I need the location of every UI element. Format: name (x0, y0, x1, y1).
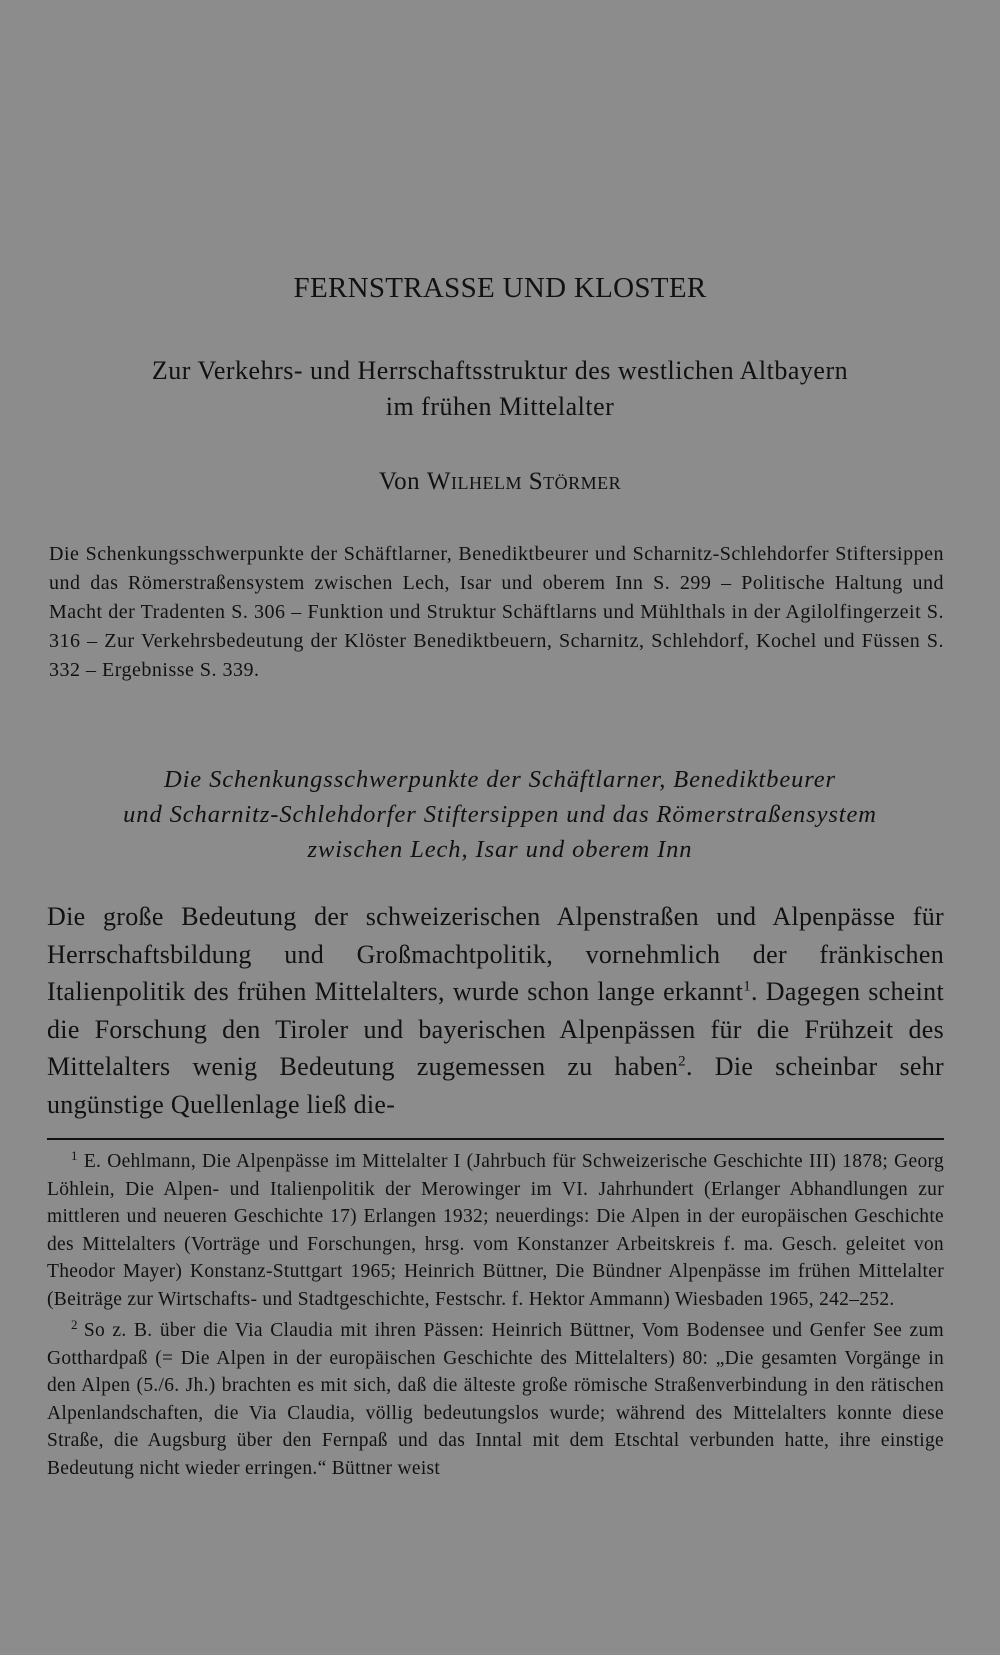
section-heading-line-3: zwischen Lech, Isar und oberem Inn (307, 836, 693, 863)
abstract-paragraph: Die Schenkungsschwerpunkte der Schäftlarner, Benediktbeurer und Scharnitz-Schlehdorfer Stiftersippen und das Römerstraßensystem zwischen Lech, Isar und oberem Inn S. 299 – Politische Haltung und Macht der Tradenten S. 306 – Funktion und Struktur Schäftlarns und Mühlthals in der Agilolfingerzeit S. 316 – Zur Verkehrsbedeutung der Klöster Benediktbeuern, Scharnitz, Schlehdorf, Kochel und Füssen S. 332 – Ergebnisse S. 339. (49, 543, 944, 681)
footnote-reference-2: 2 (678, 1053, 686, 1070)
subtitle-line-1: Zur Verkehrs- und Herrschaftsstruktur des westlichen Altbayern (151, 356, 849, 385)
footnote-1-mark: 1 (71, 1147, 78, 1163)
footnote-reference-1: 1 (743, 978, 752, 995)
body-text-part-3: . Die scheinbar sehr ungünstige Quellenlage ließ die- (47, 1052, 944, 1119)
section-heading-line-2: und Scharnitz-Schlehdorfer Stiftersippen und das Römerstraßensystem (123, 801, 877, 828)
article-subtitle (80, 353, 920, 425)
footnote-1-text: E. Oehlmann, Die Alpenpässe im Mittelalter I (Jahrbuch für Schweizerische Geschichte III) 1878; Georg Löhlein, Die Alpen- und Italienpolitik der Merowinger im VI. Jahrhundert (Erlanger Abhandlungen zur mittleren und neueren Geschichte 17) Erlangen 1932; neuerdings: Die Alpen in der europäischen Geschichte des Mittelalters (Vorträge und Forschungen, hrsg. vom Konstanzer Arbeitskreis f. ma. Gesch. geleitet von Theodor Mayer) Konstanz-Stuttgart 1965; Heinrich Büttner, Die Bündner Alpenpässe im frühen Mittelalter (Beiträge zur Wirtschafts- und Stadtgeschichte, Festschr. f. Hektor Ammann) Wiesbaden 1965, 242–252. (47, 1151, 944, 1310)
body-text-part-2: . Dagegen scheint die Forschung den Tiroler und bayerischen Alpenpässen für die Frühzeit des Mittelalters wenig Bedeutung zugemessen zu haben (47, 977, 944, 1081)
footnote-1 (47, 1148, 944, 1313)
footnote-2-text: So z. B. über die Via Claudia mit ihren Pässen: Heinrich Büttner, Vom Bodensee und Genfer See zum Gotthardpaß (= Die Alpen in der europäischen Geschichte des Mittelalters) 80: „Die gesamten Vorgänge in den Alpen (5./6. Jh.) brachten es mit sich, daß die älteste große römische Straßenverbindung in den rätischen Alpenlandschaften, die Via Claudia, völlig bedeutungslos wurde; während des Mittelalters konnte diese Straße, die Augsburg über den Fernpaß und das Inntal mit dem Etschtal verbunden hatte, ihre einstige Bedeutung nicht wieder erringen.“ Büttner weist (47, 1320, 944, 1479)
body-paragraph (47, 898, 944, 1123)
article-title: FERNSTRASSE UND KLOSTER (293, 272, 707, 304)
article-author (0, 468, 1000, 496)
footnote-2-mark: 2 (71, 1316, 78, 1332)
subtitle-line-2: im frühen Mittelalter (385, 392, 615, 421)
section-heading-line-1: Die Schenkungsschwerpunkte der Schäftlarner, Benediktbeurer (163, 766, 836, 793)
footnote-divider (47, 1138, 944, 1140)
section-heading (40, 762, 960, 867)
author-prefix: Von (378, 468, 427, 495)
footnote-2 (47, 1317, 944, 1482)
body-text-part-1: Die große Bedeutung der schweizerischen Alpenstraßen und Alpenpässe für Herrschaftsbildung und Großmachtpolitik, vornehmlich der fränkischen Italienpolitik des frühen Mittelalters, wurde schon lange erkannt (47, 902, 944, 1006)
author-name: Wilhelm Störmer (426, 468, 622, 495)
footnotes-section (47, 1148, 944, 1482)
